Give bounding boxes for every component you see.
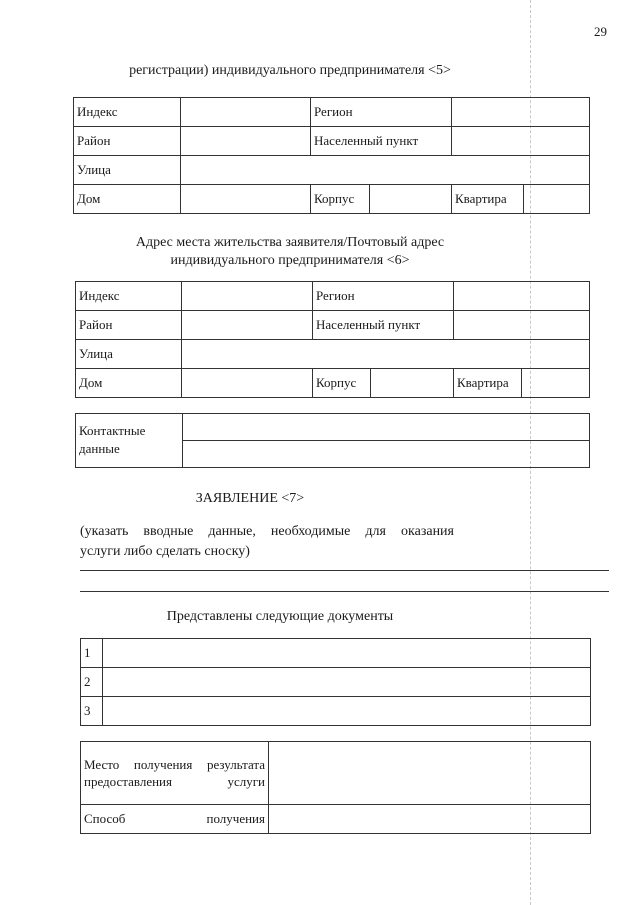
apartment-label: Квартира: [454, 369, 522, 398]
house-field[interactable]: [182, 369, 313, 398]
street-field[interactable]: [181, 156, 590, 185]
locality-field[interactable]: [452, 127, 590, 156]
contacts-label: Контактные данные: [76, 414, 183, 468]
statement-note-line1: (указать вводные данные, необходимые для оказания: [80, 524, 454, 539]
result-place-field[interactable]: [269, 742, 591, 805]
house-label: Дом: [74, 185, 181, 214]
apartment-field[interactable]: [524, 185, 590, 214]
locality-field[interactable]: [454, 311, 590, 340]
page-number: 29: [594, 24, 607, 39]
index-field[interactable]: [181, 98, 311, 127]
street-label: Улица: [74, 156, 181, 185]
registration-address-title: регистрации) индивидуального предпринимателя <5>: [129, 63, 451, 78]
region-label: Регион: [311, 98, 452, 127]
document-row-field[interactable]: [103, 668, 591, 697]
district-label: Район: [76, 311, 182, 340]
region-field[interactable]: [452, 98, 590, 127]
contacts-field-1[interactable]: [183, 414, 590, 441]
document-row-number: 3: [81, 697, 103, 726]
street-label: Улица: [76, 340, 182, 369]
district-field[interactable]: [181, 127, 311, 156]
contacts-table: [75, 413, 590, 468]
statement-line-2[interactable]: [80, 591, 609, 592]
apartment-label: Квартира: [452, 185, 524, 214]
statement-title: ЗАЯВЛЕНИЕ <7>: [195, 491, 305, 506]
locality-label: Населенный пункт: [311, 127, 452, 156]
registration-address-table: [73, 97, 590, 214]
building-label: Корпус: [313, 369, 371, 398]
building-field[interactable]: [370, 185, 452, 214]
documents-title: Представлены следующие документы: [166, 609, 394, 624]
residence-address-table: [75, 281, 590, 398]
statement-note-line2: услуги либо сделать сноску): [80, 544, 250, 559]
result-method-label: Способ получения: [81, 805, 269, 834]
index-label: Индекс: [76, 282, 182, 311]
residence-address-title-line1: Адрес места жительства заявителя/Почтовый адрес: [135, 235, 445, 250]
result-method-field[interactable]: [269, 805, 591, 834]
district-label: Район: [74, 127, 181, 156]
house-field[interactable]: [181, 185, 311, 214]
document-row-number: 2: [81, 668, 103, 697]
building-label: Корпус: [311, 185, 370, 214]
street-field[interactable]: [182, 340, 590, 369]
region-field[interactable]: [454, 282, 590, 311]
statement-note: [80, 522, 454, 562]
statement-line-1[interactable]: [80, 570, 609, 571]
residence-address-title: [90, 234, 490, 270]
region-label: Регион: [313, 282, 454, 311]
document-row-field[interactable]: [103, 639, 591, 668]
document-row-number: 1: [81, 639, 103, 668]
document-row-field[interactable]: [103, 697, 591, 726]
apartment-field[interactable]: [522, 369, 590, 398]
district-field[interactable]: [182, 311, 313, 340]
index-label: Индекс: [74, 98, 181, 127]
result-place-label: Место получения результата предоставления услуги: [81, 742, 269, 805]
locality-label: Населенный пункт: [313, 311, 454, 340]
contacts-field-2[interactable]: [183, 441, 590, 468]
residence-address-title-line2: индивидуального предпринимателя <6>: [170, 253, 410, 268]
result-table: [80, 741, 591, 834]
documents-table: [80, 638, 591, 726]
index-field[interactable]: [182, 282, 313, 311]
house-label: Дом: [76, 369, 182, 398]
building-field[interactable]: [371, 369, 454, 398]
